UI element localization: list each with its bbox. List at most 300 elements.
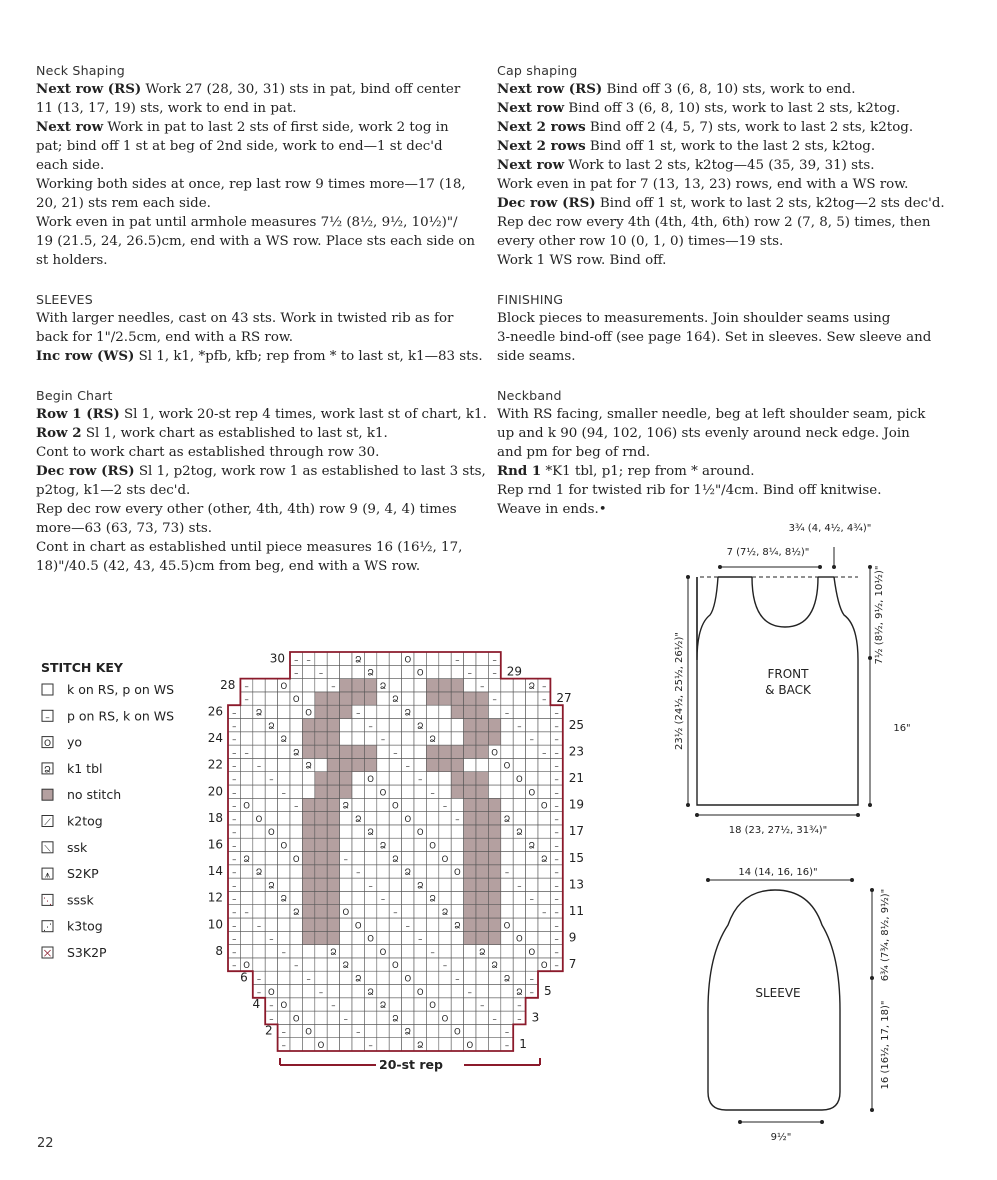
chart-symbol: Ձ <box>379 1001 387 1012</box>
text-line <box>36 462 506 481</box>
chart-cell <box>290 785 302 798</box>
chart-symbol: – <box>306 974 311 985</box>
chart-symbol: – <box>232 881 237 892</box>
chart-cell <box>364 945 376 958</box>
chart-cell <box>426 918 438 931</box>
chart-cell <box>439 891 451 904</box>
text-run: every other row 10 (0, 1, 0) times—19 sts. <box>497 234 784 249</box>
chart-cell <box>513 958 525 971</box>
text-line <box>36 424 506 443</box>
key-item <box>42 814 103 829</box>
front-back-label-2: & BACK <box>765 683 811 697</box>
chart-cell <box>513 905 525 918</box>
chart-cell <box>302 679 314 692</box>
text-run: 3-needle bind-off (see page 164). Set in sleeves. Sew sleeve and <box>497 330 932 345</box>
chart-cell-no-stitch <box>315 772 327 785</box>
chart-cell <box>501 772 513 785</box>
text-line <box>497 424 967 443</box>
chart-cell-no-stitch <box>476 732 488 745</box>
text-line <box>36 538 506 557</box>
chart-cell <box>290 865 302 878</box>
chart-cell <box>340 971 352 984</box>
text-line <box>497 405 967 424</box>
chart-cell <box>439 931 451 944</box>
chart-symbol: O <box>305 1027 312 1038</box>
chart-symbol: – <box>232 735 237 746</box>
chart-cell-no-stitch <box>464 812 476 825</box>
chart-cell <box>377 852 389 865</box>
neckband-text <box>497 405 967 519</box>
chart-symbol: – <box>492 695 497 706</box>
chart-cell <box>327 652 339 665</box>
chart-cell <box>402 878 414 891</box>
chart-cell <box>253 732 265 745</box>
chart-cell-no-stitch <box>451 772 463 785</box>
chart-cell <box>290 918 302 931</box>
chart-symbol: Ձ <box>367 987 374 998</box>
text-line <box>36 405 506 424</box>
chart-cell <box>377 878 389 891</box>
text-run: Rep dec row every other (other, 4th, 4th) row 9 (9, 4, 4) times <box>36 502 457 517</box>
row-number-left: 20 <box>207 784 223 799</box>
chart-symbol: O <box>416 668 424 679</box>
chart-symbol: – <box>554 881 559 892</box>
chart-cell-no-stitch <box>426 692 438 705</box>
chart-cell <box>426 852 438 865</box>
chart-cell <box>340 825 352 838</box>
chart-symbol: – <box>554 735 559 746</box>
chart-symbol: – <box>554 708 559 719</box>
chart-cell <box>513 971 525 984</box>
chart-symbol: Ձ <box>392 854 399 865</box>
chart-symbol: – <box>368 721 373 732</box>
chart-cell <box>488 785 500 798</box>
chart-cell <box>377 665 389 678</box>
chart-symbol: O <box>441 1014 449 1025</box>
chart-symbol: Ձ <box>528 841 536 852</box>
chart-cell <box>402 958 414 971</box>
chart-symbol: Ձ <box>354 655 362 666</box>
chart-cell <box>439 785 451 798</box>
chart-cell <box>414 891 426 904</box>
chart-cell <box>513 945 525 958</box>
chart-cell <box>389 998 401 1011</box>
cap-shaping-section <box>497 61 967 270</box>
chart-symbol: O <box>491 748 498 759</box>
chart-cell <box>501 945 513 958</box>
begin-chart-text <box>36 405 506 576</box>
chart-cell <box>513 785 525 798</box>
chart-cell <box>327 985 339 998</box>
text-run: pat; bind off 1 st at beg of 2nd side, work to end—1 st dec'd <box>36 139 443 154</box>
chart-cell <box>240 891 252 904</box>
chart-cell <box>538 705 550 718</box>
chart-symbol: – <box>380 894 386 905</box>
chart-symbol: – <box>418 775 423 785</box>
chart-cell-no-stitch <box>476 852 488 865</box>
finishing-text <box>497 309 967 366</box>
chart-symbol: Ձ <box>416 721 424 732</box>
chart-cell <box>501 985 513 998</box>
text-line <box>497 309 967 328</box>
chart-cell <box>377 865 389 878</box>
chart-symbol: – <box>306 655 311 666</box>
chart-symbol: Ձ <box>392 1014 399 1025</box>
key-symbol: Ձ <box>44 765 51 776</box>
text-run: Sl 1, work 20-st rep 4 times, work last st of chart, k1. <box>119 407 487 422</box>
chart-cell-no-stitch <box>476 931 488 944</box>
chart-symbol: – <box>269 775 274 785</box>
chart-cell-no-stitch <box>476 865 488 878</box>
chart-cell <box>402 825 414 838</box>
chart-cell-no-stitch <box>340 772 352 785</box>
chart-cell-no-stitch <box>315 825 327 838</box>
chart-cell-no-stitch <box>327 878 339 891</box>
chart-cell-no-stitch <box>315 918 327 931</box>
chart-cell <box>278 958 290 971</box>
text-run: Bind off 2 (4, 5, 7) sts, work to last 2 sts, k2tog. <box>585 120 914 135</box>
chart-cell <box>538 825 550 838</box>
chart-cell <box>538 891 550 904</box>
chart-symbol: – <box>405 761 410 772</box>
chart-cell <box>290 1024 302 1037</box>
chart-cell <box>315 945 327 958</box>
chart-cell <box>315 1011 327 1024</box>
chart-symbol: O <box>392 801 399 812</box>
chart-symbol: – <box>529 974 534 985</box>
chart-cell-no-stitch <box>488 918 500 931</box>
chart-cell <box>352 785 364 798</box>
chart-cell <box>377 1038 389 1051</box>
chart-cell <box>377 705 389 718</box>
chart-cell <box>426 958 438 971</box>
text-line <box>36 99 506 118</box>
width-measure: 18 (23, 27½, 31¾)" <box>728 825 828 836</box>
chart-cell-no-stitch <box>315 931 327 944</box>
chart-cell <box>476 958 488 971</box>
row-number-right: 9 <box>568 930 577 945</box>
chart-cell <box>451 1011 463 1024</box>
chart-cell <box>364 705 376 718</box>
chart-cell-no-stitch <box>476 891 488 904</box>
chart-symbol: – <box>269 934 274 945</box>
stitch-chart <box>200 640 600 1080</box>
chart-symbol: – <box>331 681 336 692</box>
page-number: 22 <box>37 1136 54 1151</box>
chart-cell <box>402 798 414 811</box>
chart-cell <box>352 825 364 838</box>
chart-cell <box>439 838 451 851</box>
chart-cell-no-stitch <box>476 918 488 931</box>
chart-cell <box>451 958 463 971</box>
chart-cell <box>290 679 302 692</box>
chart-cell <box>402 852 414 865</box>
chart-symbol: – <box>294 668 299 679</box>
text-line <box>497 99 967 118</box>
chart-cell-no-stitch <box>364 745 376 758</box>
chart-symbol: – <box>318 668 324 679</box>
chart-cell-no-stitch <box>476 825 488 838</box>
row-number-left: 6 <box>240 970 248 985</box>
chart-cell <box>377 1024 389 1037</box>
text-run: Rep rnd 1 for twisted rib for 1½"/4cm. Bind off knitwise. <box>497 483 882 498</box>
cap-shaping-text <box>497 80 967 270</box>
chart-cell-no-stitch <box>327 719 339 732</box>
chart-cell-no-stitch <box>488 825 500 838</box>
chart-cell <box>389 812 401 825</box>
row-number-right: 5 <box>544 983 552 998</box>
row-number-right: 25 <box>568 717 585 732</box>
chart-cell <box>451 665 463 678</box>
chart-cell <box>439 812 451 825</box>
row-number-left: 28 <box>220 677 236 692</box>
chart-symbol: O <box>292 854 300 865</box>
chart-cell <box>290 705 302 718</box>
chart-symbol: O <box>280 681 288 692</box>
text-line <box>36 557 506 576</box>
chart-cell-no-stitch <box>464 905 476 918</box>
chart-cell <box>426 1038 438 1051</box>
chart-symbol: – <box>504 1027 510 1038</box>
chart-cell <box>265 679 277 692</box>
repeat-bracket <box>280 1057 540 1072</box>
chart-cell <box>526 812 538 825</box>
chart-cell <box>302 985 314 998</box>
chart-symbol: – <box>554 947 559 958</box>
text-run: p2tog, k1—2 sts dec'd. <box>36 483 191 498</box>
chart-cell-no-stitch <box>488 891 500 904</box>
chart-cell <box>364 732 376 745</box>
key-label: S2KP <box>67 866 99 882</box>
chart-cell <box>538 945 550 958</box>
chart-cell <box>501 958 513 971</box>
chart-cell <box>352 878 364 891</box>
side-length-measure: 16" <box>893 723 911 734</box>
chart-cell-no-stitch <box>302 745 314 758</box>
chart-cell-no-stitch <box>464 865 476 878</box>
chart-symbol: Ձ <box>503 814 511 825</box>
chart-symbol: – <box>232 788 237 799</box>
chart-cell <box>302 692 314 705</box>
chart-cell <box>526 705 538 718</box>
chart-cell <box>240 758 252 771</box>
chart-cell-no-stitch <box>364 679 376 692</box>
chart-cell <box>402 785 414 798</box>
chart-cell-no-stitch <box>451 745 463 758</box>
chart-symbol: – <box>232 721 237 732</box>
chart-cell <box>340 732 352 745</box>
chart-cell <box>439 985 451 998</box>
chart-cell <box>389 971 401 984</box>
chart-cell <box>290 891 302 904</box>
front-back-label-1: FRONT <box>767 667 809 681</box>
chart-cell-no-stitch <box>464 931 476 944</box>
chart-cell-no-stitch <box>327 891 339 904</box>
chart-cell <box>402 772 414 785</box>
chart-cell <box>315 758 327 771</box>
text-line <box>36 481 506 500</box>
chart-symbol: Ձ <box>292 908 300 918</box>
chart-cell <box>340 812 352 825</box>
chart-symbol: O <box>454 1027 461 1038</box>
chart-cell <box>290 931 302 944</box>
row-number-left: 24 <box>207 731 223 746</box>
chart-symbol: Ձ <box>243 854 250 865</box>
chart-cell <box>290 1038 302 1051</box>
chart-cell <box>439 865 451 878</box>
chart-cell <box>364 998 376 1011</box>
chart-symbol: O <box>317 1041 325 1051</box>
chart-symbol: Ձ <box>268 721 275 732</box>
chart-cell <box>464 945 476 958</box>
chart-cell <box>389 825 401 838</box>
chart-symbol: Ձ <box>305 761 312 772</box>
text-line <box>36 347 506 366</box>
chart-cell <box>526 772 538 785</box>
chart-cell-no-stitch <box>302 732 314 745</box>
bold-term: Dec row (RS) <box>497 195 596 211</box>
chart-symbol: – <box>529 894 534 905</box>
row-number-right: 7 <box>568 957 577 972</box>
chart-symbol: – <box>281 947 286 958</box>
chart-symbol: – <box>542 908 547 918</box>
key-item <box>42 682 174 697</box>
chart-symbol: – <box>554 868 559 879</box>
chart-cell <box>439 918 451 931</box>
chart-symbol: – <box>405 921 410 932</box>
chart-cell <box>451 891 463 904</box>
chart-cell-no-stitch <box>426 745 438 758</box>
chart-symbol: O <box>466 1041 474 1051</box>
chart-cell <box>377 958 389 971</box>
chart-cell <box>501 798 513 811</box>
chart-cell <box>402 692 414 705</box>
stitch-key-title: STITCH KEY <box>41 660 123 675</box>
chart-cell-no-stitch <box>315 838 327 851</box>
chart-cell <box>253 772 265 785</box>
chart-cell <box>253 852 265 865</box>
chart-symbol: – <box>331 1001 336 1012</box>
chart-cell <box>414 852 426 865</box>
chart-cell <box>364 785 376 798</box>
chart-cell <box>240 945 252 958</box>
chart-cell <box>377 745 389 758</box>
chart-cell <box>439 945 451 958</box>
chart-symbol: – <box>492 655 497 666</box>
chart-cell <box>426 665 438 678</box>
chart-cell-no-stitch <box>340 705 352 718</box>
chart-cell <box>414 1011 426 1024</box>
chart-cell <box>389 758 401 771</box>
chart-cell <box>513 798 525 811</box>
text-line <box>497 175 967 194</box>
chart-symbol: – <box>232 748 237 759</box>
bold-term: Row 1 (RS) <box>36 406 120 422</box>
key-label: k1 tbl <box>67 760 103 776</box>
stitch-key <box>36 655 206 965</box>
text-run: 11 (13, 17, 19) sts, work to end in pat. <box>36 101 297 116</box>
chart-symbol: O <box>268 828 275 839</box>
chart-symbol: Ձ <box>292 748 300 759</box>
chart-cell <box>352 732 364 745</box>
chart-cell <box>488 945 500 958</box>
chart-cell <box>278 905 290 918</box>
chart-cell-no-stitch <box>315 905 327 918</box>
chart-cell <box>538 878 550 891</box>
chart-cell <box>278 1011 290 1024</box>
chart-cell <box>302 785 314 798</box>
chart-cell <box>327 1011 339 1024</box>
row-number-left: 14 <box>207 864 223 879</box>
chart-cell <box>526 798 538 811</box>
chart-symbol: – <box>256 974 262 985</box>
chart-cell-no-stitch <box>476 692 488 705</box>
text-line <box>36 500 506 519</box>
chart-symbol: – <box>269 1014 274 1025</box>
text-run: side seams. <box>497 349 576 364</box>
chart-cell-no-stitch <box>439 679 451 692</box>
chart-cell <box>488 971 500 984</box>
bold-term: Next row <box>36 119 104 135</box>
chart-symbol: – <box>504 868 510 879</box>
chart-cell <box>290 998 302 1011</box>
key-label: ssk <box>67 839 88 855</box>
chart-cell-no-stitch <box>439 758 451 771</box>
chart-cell <box>426 931 438 944</box>
chart-cell <box>265 891 277 904</box>
chart-cell <box>389 732 401 745</box>
chart-cell <box>402 891 414 904</box>
chart-cell <box>340 998 352 1011</box>
chart-symbol: Ձ <box>441 908 449 918</box>
chart-symbol: – <box>542 681 547 692</box>
text-run: With larger needles, cast on 43 sts. Work in twisted rib as for <box>36 311 454 326</box>
chart-symbol: – <box>232 814 237 825</box>
chart-cell <box>526 878 538 891</box>
chart-cell-no-stitch <box>464 825 476 838</box>
chart-cell <box>290 772 302 785</box>
row-number-left: 12 <box>207 890 223 905</box>
cap-shaping-heading: Cap shaping <box>497 63 578 78</box>
chart-cell-no-stitch <box>340 745 352 758</box>
chart-cell-no-stitch <box>327 865 339 878</box>
text-line <box>497 481 967 500</box>
text-line <box>36 519 506 538</box>
chart-symbol: – <box>318 987 324 998</box>
chart-cell <box>513 838 525 851</box>
key-item <box>42 866 99 881</box>
chart-cell <box>340 931 352 944</box>
row-number-left: 8 <box>215 943 223 958</box>
chart-cell <box>265 692 277 705</box>
chart-cell-no-stitch <box>327 705 339 718</box>
neckband-section <box>497 386 967 519</box>
chart-cell <box>240 838 252 851</box>
finishing-heading: FINISHING <box>497 292 564 307</box>
text-line <box>497 137 967 156</box>
chart-symbol: – <box>455 814 460 825</box>
chart-symbol: – <box>343 1014 348 1025</box>
chart-cell-no-stitch <box>464 891 476 904</box>
chart-cell <box>451 852 463 865</box>
chart-symbol: – <box>368 1041 373 1051</box>
chart-cell <box>426 865 438 878</box>
chart-cell <box>414 745 426 758</box>
chart-symbol: O <box>503 921 511 932</box>
chart-symbol: Ձ <box>404 868 412 879</box>
chart-cell <box>364 905 376 918</box>
sleeve-top-width: 14 (14, 16, 16)" <box>738 867 818 878</box>
